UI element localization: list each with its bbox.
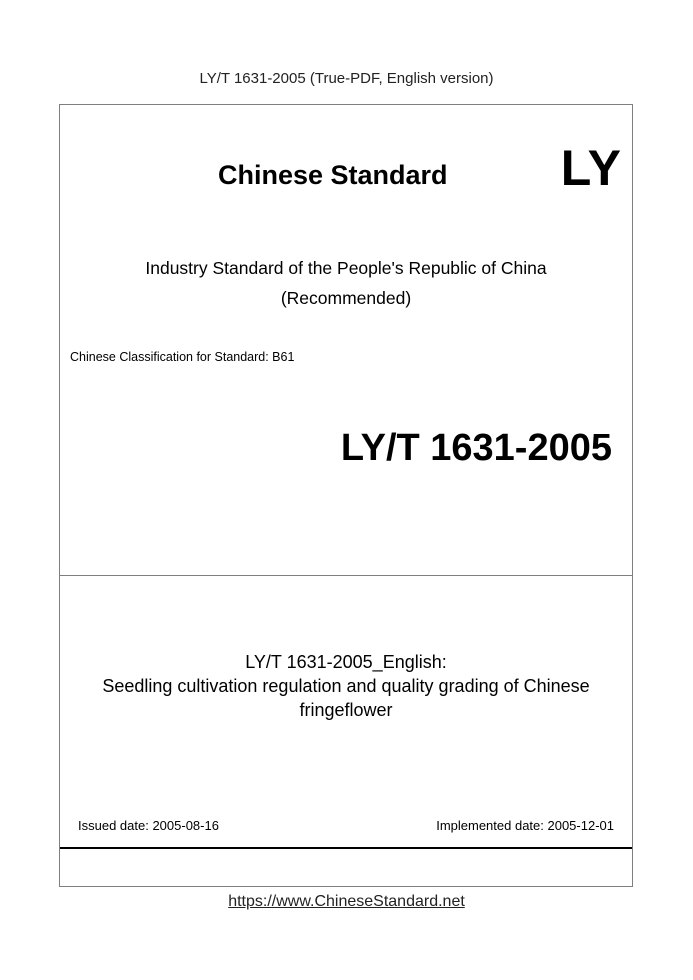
standard-code: LY: [560, 140, 622, 196]
classification-label: Chinese Classification for Standard: B61: [70, 350, 295, 364]
page-header-caption: LY/T 1631-2005 (True-PDF, English version): [199, 70, 494, 87]
title-line-2: Seedling cultivation regulation and quality grading of Chinese: [102, 676, 590, 696]
issued-date: Issued date: 2005-08-16: [78, 818, 219, 833]
title-line-3: fringeflower: [299, 700, 393, 720]
recommended-label: (Recommended): [280, 288, 412, 308]
document-number: LY/T 1631-2005: [340, 427, 612, 469]
section-divider: [60, 575, 632, 576]
footer-band: [60, 847, 632, 887]
document-title: [60, 650, 632, 722]
website-link[interactable]: https://www.ChineseStandard.net: [228, 893, 465, 910]
cover-frame: [59, 104, 633, 887]
implemented-date: Implemented date: 2005-12-01: [436, 818, 614, 833]
industry-standard-line: Industry Standard of the People's Republic of China: [145, 258, 547, 278]
standard-name: Chinese Standard: [218, 160, 448, 190]
title-line-1: LY/T 1631-2005_English:: [245, 652, 447, 672]
